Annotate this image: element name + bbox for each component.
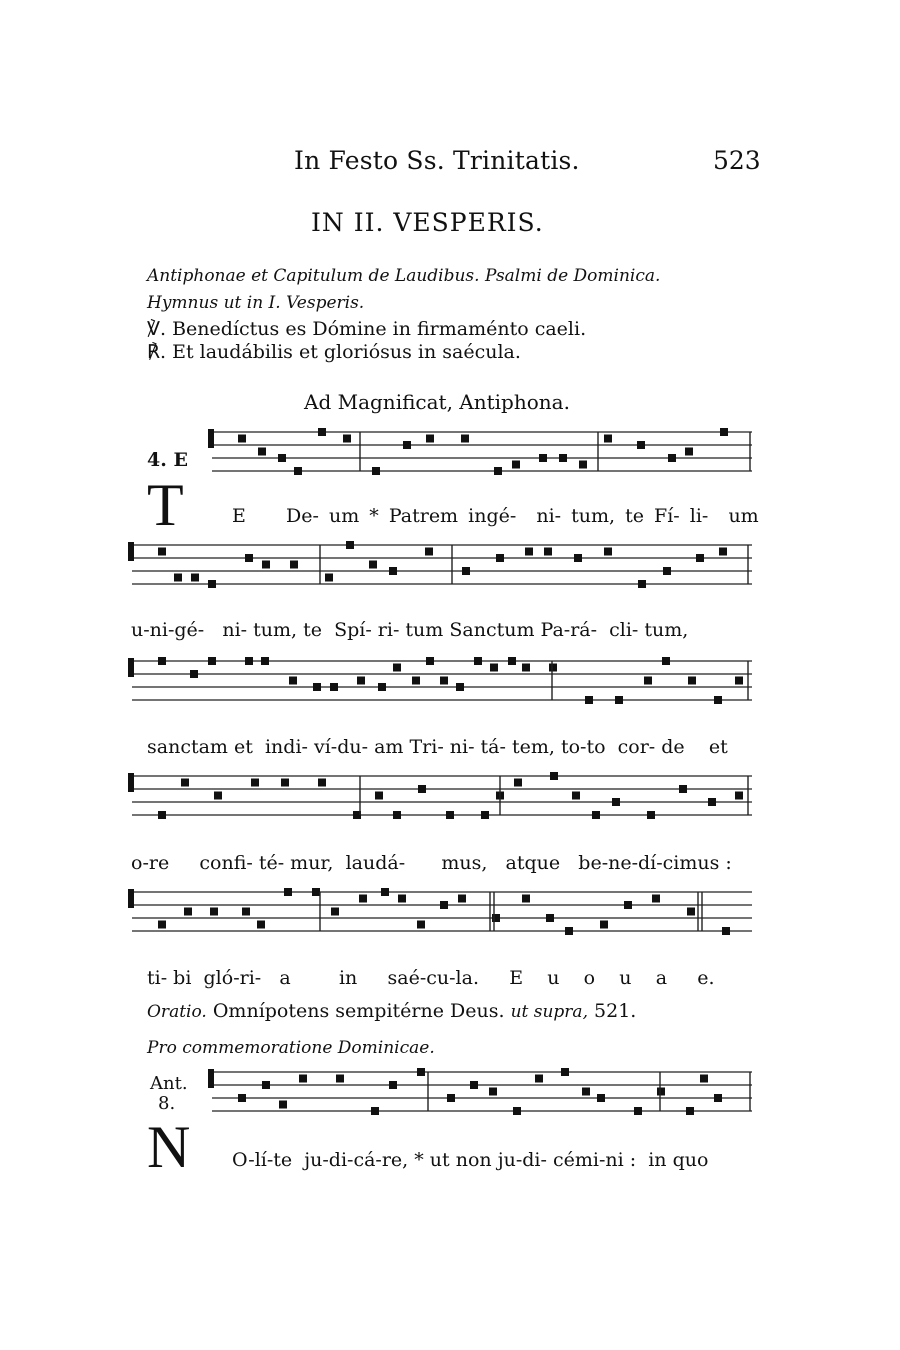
neume bbox=[412, 677, 420, 685]
neume bbox=[604, 548, 612, 556]
neume bbox=[668, 454, 676, 462]
neume bbox=[546, 914, 554, 922]
neume bbox=[456, 683, 464, 691]
neume bbox=[446, 811, 454, 819]
syllable: saé-cu-la. bbox=[387, 967, 479, 989]
syllable: Sanctum bbox=[449, 619, 535, 641]
response-text: Et laudábilis et gloriósus in saécula. bbox=[172, 341, 521, 363]
neume bbox=[574, 554, 582, 562]
neume bbox=[615, 696, 623, 704]
neume bbox=[184, 908, 192, 916]
neume bbox=[686, 1107, 694, 1115]
oratio-label: Oratio. bbox=[147, 1002, 207, 1022]
neume bbox=[389, 567, 397, 575]
neume bbox=[539, 454, 547, 462]
syllable: ni- tum, bbox=[536, 505, 616, 527]
staff bbox=[0, 537, 900, 606]
staff bbox=[0, 424, 900, 493]
syllable: ju-di-cá-re, bbox=[304, 1149, 409, 1171]
oratio-ref: ut supra, bbox=[510, 1002, 588, 1022]
syllable: ingé- bbox=[468, 505, 517, 527]
neume bbox=[279, 1101, 287, 1109]
neume bbox=[549, 664, 557, 672]
running-title: In Festo Ss. Trinitatis. bbox=[294, 146, 580, 175]
neume bbox=[550, 772, 558, 780]
neume bbox=[336, 1075, 344, 1083]
neume bbox=[470, 1081, 478, 1089]
lyric-line-4 bbox=[131, 852, 732, 874]
clef bbox=[128, 889, 134, 908]
neume bbox=[440, 901, 448, 909]
neume bbox=[696, 554, 704, 562]
neume bbox=[508, 657, 516, 665]
versicle-sign: ℣. bbox=[147, 318, 167, 340]
neume bbox=[242, 908, 250, 916]
neume bbox=[331, 908, 339, 916]
neume bbox=[492, 914, 500, 922]
euouae: u bbox=[619, 967, 632, 989]
neume bbox=[343, 435, 351, 443]
neume bbox=[585, 696, 593, 704]
mode-label: 4. E bbox=[147, 449, 188, 471]
syllable: et bbox=[233, 736, 253, 758]
neume bbox=[357, 677, 365, 685]
neume bbox=[612, 798, 620, 806]
syllable: ti- bi bbox=[147, 967, 192, 989]
neume bbox=[158, 548, 166, 556]
section-title: IN II. VESPERIS. bbox=[311, 208, 544, 237]
syllable: am bbox=[374, 736, 404, 758]
neume bbox=[425, 548, 433, 556]
neume bbox=[238, 435, 246, 443]
neume bbox=[238, 1094, 246, 1102]
lyric-line-2 bbox=[131, 619, 688, 641]
syllable: sanctam bbox=[147, 736, 228, 758]
neume bbox=[535, 1075, 543, 1083]
neume bbox=[722, 927, 730, 935]
neume bbox=[318, 428, 326, 436]
euouae: o bbox=[583, 967, 596, 989]
neume bbox=[190, 670, 198, 678]
syllable: laudá- bbox=[345, 852, 406, 874]
euouae: E bbox=[509, 967, 524, 989]
neume bbox=[559, 454, 567, 462]
oratio-line bbox=[147, 1000, 636, 1022]
staff bbox=[0, 1064, 900, 1133]
neume bbox=[393, 811, 401, 819]
neume bbox=[579, 461, 587, 469]
syllable: in bbox=[338, 967, 358, 989]
syllable: o-re bbox=[131, 852, 170, 874]
neume bbox=[600, 921, 608, 929]
neume bbox=[289, 677, 297, 685]
neume bbox=[604, 435, 612, 443]
neume bbox=[719, 548, 727, 556]
neume bbox=[647, 811, 655, 819]
neume bbox=[158, 657, 166, 665]
neume bbox=[389, 1081, 397, 1089]
syllable: atque bbox=[505, 852, 561, 874]
neume bbox=[525, 548, 533, 556]
rubric-line: Hymnus ut in I. Vesperis. bbox=[147, 293, 365, 313]
neume bbox=[398, 895, 406, 903]
neume bbox=[210, 908, 218, 916]
neume bbox=[375, 792, 383, 800]
neume bbox=[181, 779, 189, 787]
lyric-line-1 bbox=[232, 505, 759, 527]
neume bbox=[561, 1068, 569, 1076]
lyric-line-3 bbox=[147, 736, 728, 758]
neume bbox=[624, 901, 632, 909]
euouae: a bbox=[655, 967, 668, 989]
neume bbox=[158, 921, 166, 929]
neume bbox=[490, 664, 498, 672]
syllable: cli- tum, bbox=[609, 619, 689, 641]
commemoration-rubric: Pro commemoratione Dominicae. bbox=[147, 1038, 435, 1058]
neume bbox=[381, 888, 389, 896]
syllable: cémi-ni : bbox=[552, 1149, 637, 1171]
neume bbox=[572, 792, 580, 800]
clef bbox=[128, 773, 134, 792]
clef bbox=[208, 429, 214, 448]
neume bbox=[299, 1075, 307, 1083]
versicle-text: Benedíctus es Dómine in firmaménto caeli. bbox=[172, 318, 587, 340]
neume bbox=[174, 574, 182, 582]
staff bbox=[0, 653, 900, 722]
neume bbox=[458, 895, 466, 903]
neume bbox=[290, 561, 298, 569]
versicle bbox=[147, 318, 586, 340]
neume bbox=[652, 895, 660, 903]
syllable: Tri- ni- tá- tem, bbox=[409, 736, 555, 758]
neume bbox=[262, 1081, 270, 1089]
neume bbox=[637, 441, 645, 449]
neume bbox=[687, 908, 695, 916]
neume bbox=[522, 895, 530, 903]
neume bbox=[158, 811, 166, 819]
neume bbox=[426, 435, 434, 443]
clef bbox=[128, 542, 134, 561]
syllable: u-ni-gé- bbox=[131, 619, 205, 641]
lyric-line-6 bbox=[232, 1149, 708, 1171]
neume bbox=[318, 779, 326, 787]
neume bbox=[494, 467, 502, 475]
neume bbox=[735, 677, 743, 685]
antiphon-heading: Ad Magnificat, Antiphona. bbox=[304, 390, 570, 414]
neume bbox=[258, 448, 266, 456]
syllable: a bbox=[279, 967, 291, 989]
neume bbox=[369, 561, 377, 569]
neume bbox=[474, 657, 482, 665]
neume bbox=[544, 548, 552, 556]
neume bbox=[513, 1107, 521, 1115]
rubric-line: Antiphonae et Capitulum de Laudibus. Psalmi de Dominica. bbox=[147, 266, 661, 286]
syllable: Pa-rá- bbox=[540, 619, 598, 641]
syllable: to-to bbox=[560, 736, 606, 758]
neume bbox=[294, 467, 302, 475]
neume bbox=[378, 683, 386, 691]
syllable: confi- té- mur, bbox=[199, 852, 334, 874]
neume bbox=[447, 1094, 455, 1102]
neume bbox=[257, 921, 265, 929]
neume bbox=[330, 683, 338, 691]
euouae: u bbox=[547, 967, 560, 989]
neume bbox=[634, 1107, 642, 1115]
neume bbox=[512, 461, 520, 469]
neume bbox=[426, 657, 434, 665]
mode-label-number: 8. bbox=[158, 1093, 176, 1114]
syllable: Spí- ri- tum bbox=[334, 619, 444, 641]
neume bbox=[393, 664, 401, 672]
neume bbox=[245, 657, 253, 665]
neume bbox=[496, 554, 504, 562]
syllable: * Patrem bbox=[369, 505, 459, 527]
neume bbox=[662, 657, 670, 665]
neume bbox=[720, 428, 728, 436]
neume bbox=[261, 657, 269, 665]
neume bbox=[663, 567, 671, 575]
neume bbox=[708, 798, 716, 806]
syllable: cor- de bbox=[617, 736, 685, 758]
syllable: ju-di- bbox=[497, 1149, 547, 1171]
neume bbox=[403, 441, 411, 449]
neume bbox=[597, 1094, 605, 1102]
syllable: um bbox=[728, 505, 759, 527]
neume bbox=[592, 811, 600, 819]
staff bbox=[0, 768, 900, 837]
syllable: E bbox=[232, 505, 246, 527]
initial-letter: T bbox=[147, 472, 184, 538]
neume bbox=[417, 921, 425, 929]
response bbox=[147, 341, 521, 363]
neume bbox=[418, 785, 426, 793]
euouae: e. bbox=[697, 967, 715, 989]
neume bbox=[489, 1088, 497, 1096]
lyric-line-5 bbox=[147, 967, 715, 989]
oratio-page: 521. bbox=[594, 1000, 637, 1022]
neume bbox=[462, 567, 470, 575]
neume bbox=[325, 574, 333, 582]
neume bbox=[417, 1068, 425, 1076]
neume bbox=[582, 1088, 590, 1096]
neume bbox=[284, 888, 292, 896]
neume bbox=[565, 927, 573, 935]
syllable: et bbox=[708, 736, 728, 758]
neume bbox=[359, 895, 367, 903]
syllable: * ut bbox=[414, 1149, 450, 1171]
neume bbox=[685, 448, 693, 456]
syllable: be-ne-dí-cimus : bbox=[578, 852, 732, 874]
neume bbox=[700, 1075, 708, 1083]
neume bbox=[312, 888, 320, 896]
page-number: 523 bbox=[713, 146, 761, 175]
neume bbox=[208, 580, 216, 588]
neume bbox=[208, 657, 216, 665]
neume bbox=[262, 561, 270, 569]
neume bbox=[514, 779, 522, 787]
syllable: indi- ví-du- bbox=[264, 736, 369, 758]
syllable: O-lí-te bbox=[232, 1149, 293, 1171]
neume bbox=[346, 541, 354, 549]
initial-letter: N bbox=[147, 1114, 191, 1180]
neume bbox=[371, 1107, 379, 1115]
neume bbox=[714, 1094, 722, 1102]
neume bbox=[191, 574, 199, 582]
neume bbox=[278, 454, 286, 462]
syllable: non bbox=[455, 1149, 492, 1171]
oratio-text: Omnípotens sempitérne Deus. bbox=[212, 1000, 505, 1022]
neume bbox=[679, 785, 687, 793]
neume bbox=[688, 677, 696, 685]
staff bbox=[0, 884, 900, 953]
neume bbox=[481, 811, 489, 819]
neume bbox=[281, 779, 289, 787]
neume bbox=[245, 554, 253, 562]
syllable: gló-ri- bbox=[203, 967, 262, 989]
neume bbox=[714, 696, 722, 704]
neume bbox=[735, 792, 743, 800]
neume bbox=[313, 683, 321, 691]
syllable: De- um bbox=[286, 505, 360, 527]
clef bbox=[128, 658, 134, 677]
response-sign: ℟. bbox=[147, 341, 167, 363]
neume bbox=[251, 779, 259, 787]
syllable: in quo bbox=[648, 1149, 709, 1171]
neume bbox=[522, 664, 530, 672]
neume bbox=[461, 435, 469, 443]
syllable: mus, bbox=[441, 852, 488, 874]
syllable: te bbox=[625, 505, 644, 527]
neume bbox=[638, 580, 646, 588]
syllable: te bbox=[303, 619, 322, 641]
clef bbox=[208, 1069, 214, 1088]
neume bbox=[372, 467, 380, 475]
mode-label-ant: Ant. bbox=[150, 1073, 188, 1094]
syllable: Fí- li- bbox=[654, 505, 709, 527]
neume bbox=[440, 677, 448, 685]
neume bbox=[214, 792, 222, 800]
neume bbox=[657, 1088, 665, 1096]
neume bbox=[644, 677, 652, 685]
syllable: ni- tum, bbox=[222, 619, 298, 641]
